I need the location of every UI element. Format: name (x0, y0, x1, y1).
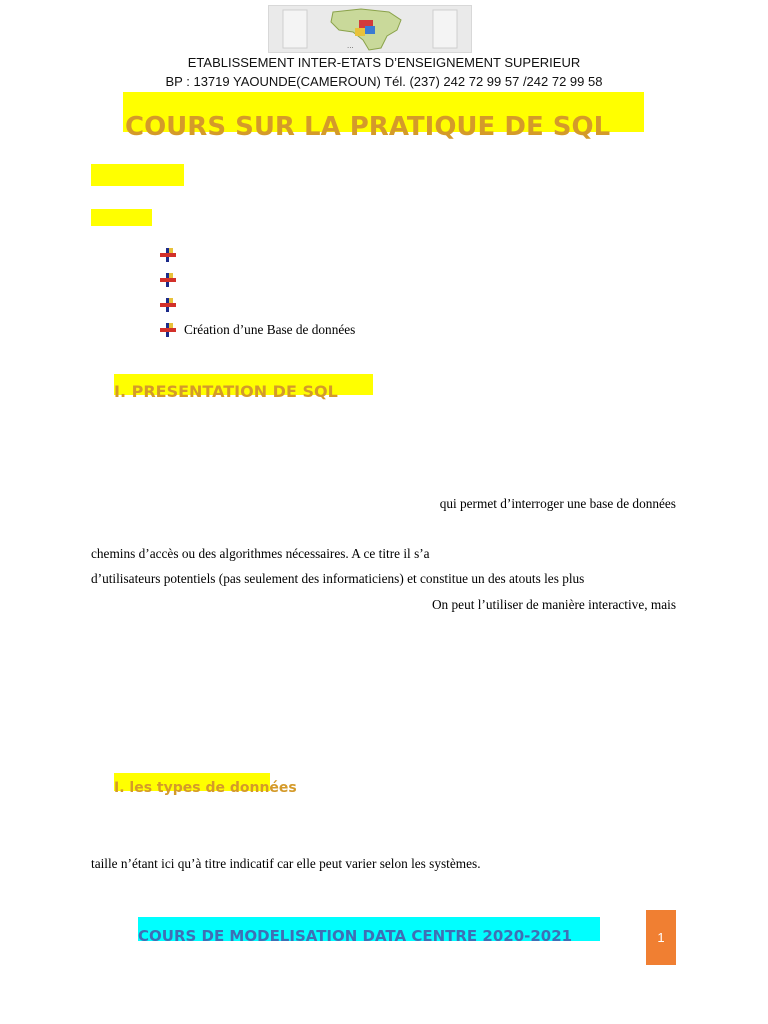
paragraph1-line2: chemins d’accès ou des algorithmes nécessaires. A ce titre il s’a (91, 546, 430, 561)
bullet-icon (160, 273, 176, 287)
title-banner (123, 92, 644, 142)
section2-heading (91, 209, 152, 226)
list-item (160, 247, 184, 263)
paragraph1-line1: qui permet d’interroger une base de données (439, 496, 676, 511)
institution-name: ETABLISSEMENT INTER-ETATS D’ENSEIGNEMENT SUPERIEUR (187, 55, 581, 70)
svg-text:...: ... (347, 42, 354, 50)
paragraph2-line1: taille n’étant ici qu’à titre indicatif car elle peut varier selon les systèmes. (91, 856, 481, 871)
list-item (160, 272, 184, 288)
subheading-presentation (114, 374, 373, 401)
paragraph1-line3: d’utilisateurs potentiels (pas seulement des informaticiens) et constitue un des atouts les plus (91, 571, 585, 586)
institution-logo (268, 5, 472, 53)
page-number: 1 (657, 930, 665, 945)
subheading-data-types (114, 773, 297, 796)
section1-heading (91, 164, 184, 186)
list-item (160, 297, 184, 313)
paragraph1-line4: On peut l’utiliser de manière interactive, mais (431, 597, 676, 612)
subheading-data-types-text: I. les types de données (114, 780, 297, 796)
bullet-icon (160, 323, 176, 337)
footer-banner (138, 917, 600, 945)
footer-banner-text: COURS DE MODELISATION DATA CENTRE 2020-2021 (138, 927, 573, 945)
institution-contact: BP : 13719 YAOUNDE(CAMEROUN) Tél. (237) 242 72 99 57 /242 72 99 58 (165, 74, 603, 89)
list-item-label: Création d’une Base de données (184, 322, 356, 337)
title-banner-text: COURS SUR LA PRATIQUE DE SQL (125, 112, 611, 142)
page-number-badge (646, 910, 676, 965)
bullet-icon (160, 298, 176, 312)
list-item (160, 322, 355, 338)
subheading-presentation-text: I. PRESENTATION DE SQL (114, 382, 338, 401)
bullet-icon (160, 248, 176, 262)
